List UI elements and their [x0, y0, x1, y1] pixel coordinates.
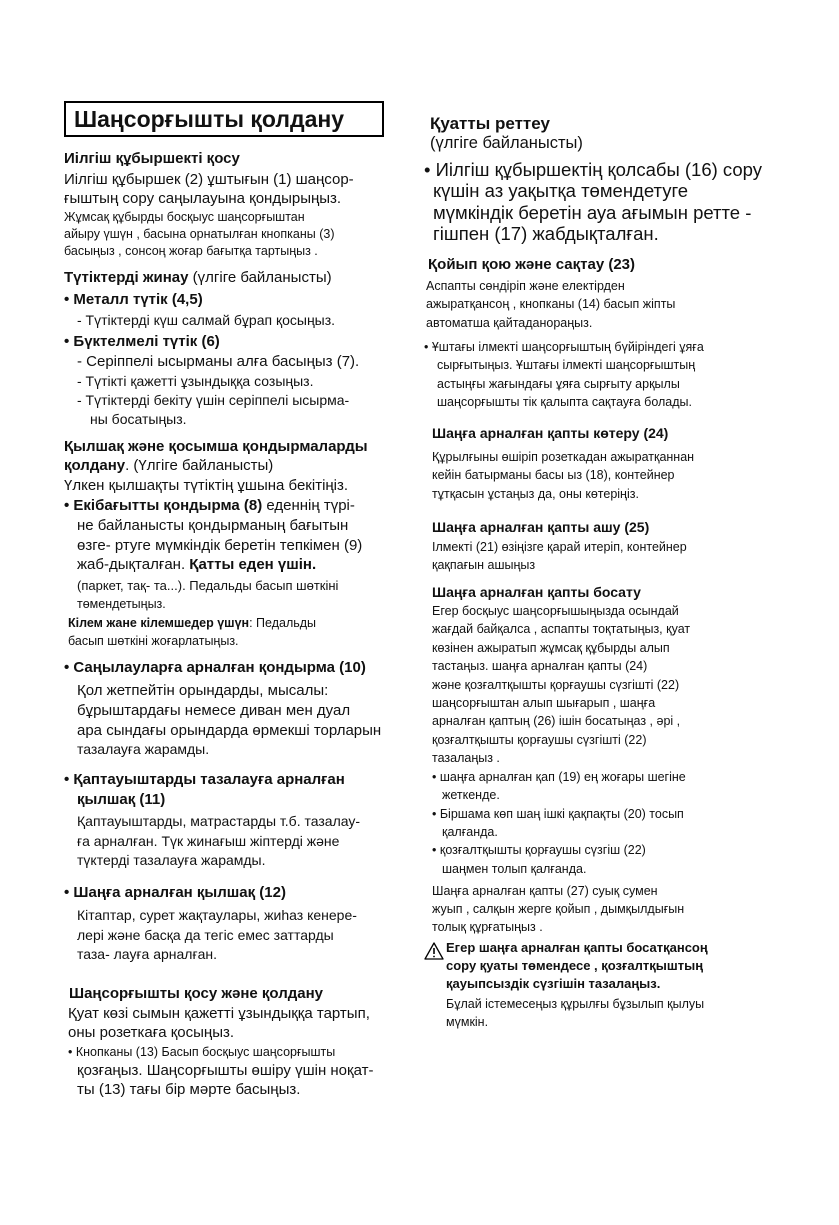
wash-text: толық құрғатыңыз . — [432, 920, 543, 934]
dust-brush-title: • Шаңға арналған қылшақ (12) — [64, 884, 286, 901]
storage-text: Аспапты сөндіріп және електірден — [426, 279, 625, 293]
page-title: Шаңсорғышты қолдану — [64, 101, 384, 137]
crevice-text: бұрыштардағы немесе диван мен дуал — [77, 702, 351, 719]
dust-brush-text: Кітаптар, сурет жақтаулары, жиһаз кенере- — [77, 907, 357, 923]
empty-text: қозғалтқышты қорғаушы сүзгішті (22) — [432, 733, 647, 747]
crevice-title: • Саңылауларға арналған қондырма (10) — [64, 659, 366, 676]
nozzles-heading-note: . (Үлгіге байланысты) — [125, 457, 274, 474]
folding-step: - Серіппелі ысырманы алға басыңыз (7). — [77, 353, 360, 370]
power-text: • Иілгіш құбыршектің қолсабы (16) сору — [424, 159, 763, 180]
crevice-text: тазалауға жарамды. — [77, 741, 210, 757]
dual-nozzle-text: еденнің түрі- — [262, 497, 355, 514]
storage-text: автоматша қайтаданораңыз. — [426, 316, 593, 330]
warning-text: сору қуаты төмендесе , қозғалтқыштың — [446, 958, 704, 973]
empty-text: жағдай байқалса , аспапты тоқтатыңыз, қуат — [432, 622, 691, 636]
nozzles-heading-title: қолдану — [64, 457, 126, 474]
carpet-label: Кілем жане кілемшедер үшүн — [68, 616, 250, 630]
open-title: Шаңға арналған қапты ашу (25) — [432, 519, 650, 535]
dual-nozzle-text — [77, 556, 316, 573]
upholstery-title: • Қаптауыштарды тазалауға арналған — [64, 771, 345, 788]
storage-bullet: шаңсорғышты тік қалыпта сақтауға болады. — [437, 395, 692, 409]
dual-nozzle-text: төмендетыңыз. — [77, 597, 166, 611]
folding-step: - Түтікті қажетті ұзындыққа созыңыз. — [77, 373, 314, 389]
empty-condition: • Біршама көп шаң ішкі қақпақты (20) тосып — [432, 807, 684, 821]
wash-text: Шаңға арналған қапты (27) суық сумен — [432, 884, 658, 898]
power-text: мүмкіндік беретін ауа ағымын ретте - — [433, 202, 752, 223]
storage-title: Қойып қою және сақтау (23) — [428, 256, 636, 273]
dual-nozzle-text: не байланысты қондырманың бағытын — [77, 517, 349, 534]
dual-nozzle-title: • Екібағытты қондырма (8) — [64, 497, 263, 514]
lift-text: Құрылғыны өшіріп розеткадан ажыратқаннан — [432, 450, 695, 464]
connect-text: қозғаңыз. Шаңсорғышты өшіру үшін ноқат- — [77, 1062, 374, 1079]
empty-condition: шаңмен толып қалғанда. — [442, 862, 587, 876]
open-text: қақпағын ашыңыз — [432, 558, 536, 572]
upholstery-text: түктерді тазалауға жарамды. — [77, 852, 266, 868]
upholstery-text: ға арналған. Түк жинағыш жіптерді және — [77, 833, 340, 849]
warning-note: мүмкін. — [446, 1015, 489, 1029]
tubes-heading — [64, 269, 332, 286]
connect-text: оны розеткаға қосыңыз. — [68, 1024, 235, 1041]
folding-tube-item: • Бүктелмелі түтік (6) — [64, 333, 220, 350]
empty-text: және қозғалтқышты қорғаушы сүзгішті (22) — [432, 678, 680, 692]
connect-text: Қуат көзі сымын қажетті ұзындыққа тартып, — [68, 1005, 370, 1022]
hose-heading: Иілгіш құбыршекті қосу — [64, 150, 240, 167]
open-text: Ілмекті (21) өзіңізге қарай итеріп, контейнер — [432, 540, 687, 554]
empty-text: Егер босқыус шаңсорғышыңызда осындай — [432, 604, 679, 618]
wash-text: жуып , салқын жерге қойып , дымқылдығын — [432, 902, 685, 916]
metal-tube-item: • Металл түтік (4,5) — [64, 291, 203, 308]
carpet-text: : Педальды — [249, 616, 317, 630]
power-text: күшін аз уақытқа төмендетуге — [433, 180, 689, 201]
upholstery-title: қылшақ (11) — [77, 791, 166, 808]
power-title: Қуатты реттеу — [430, 114, 550, 133]
upholstery-text: Қаптауыштарды, матрастарды т.б. тазалау- — [77, 813, 361, 829]
warning-text: Егер шаңға арналған қапты босатқансоң — [446, 940, 708, 955]
nozzles-heading — [64, 457, 273, 474]
connect-heading: Шаңсорғышты қосу және қолдану — [69, 985, 323, 1002]
dual-nozzle-text: (паркет, тақ- та...). Педальды басып шөткіні — [77, 578, 339, 593]
connect-text: ты (13) тағы бір мәрте басыңыз. — [77, 1081, 301, 1098]
empty-text: арналған қаптың (26) ішін босатыңаз , әрі , — [432, 714, 681, 728]
lift-text: тұтқасын ұстаңыз да, оны көтеріңіз. — [432, 487, 639, 501]
hose-text: Жұмсақ құбырды босқыус шаңсорғыштан — [64, 210, 305, 224]
empty-text: шаңсорғыштан алып шығарып , шаңға — [432, 696, 656, 710]
dust-brush-text: лері және басқа да тегіс емес заттарды — [77, 927, 334, 943]
tubes-heading-note: (үлгіге байланысты) — [188, 269, 332, 286]
lift-text: кейін батырманы басы ыз (18), контейнер — [432, 468, 675, 482]
storage-bullet: сырғытыңыз. Ұштағы ілмекті шаңсорғыштың — [437, 358, 696, 372]
storage-bullet: • Ұштағы ілмекті шаңсорғыштың бүйіріндегі ұяға — [424, 340, 704, 354]
warning-triangle-icon — [424, 942, 444, 960]
hard-floor-label: Қатты еден үшін. — [185, 556, 317, 573]
empty-text: көзінен ажыратып жұмсақ құбырды алып — [432, 641, 670, 655]
lift-title: Шаңға арналған қапты көтеру (24) — [432, 425, 669, 441]
warning-text: қауыпсыздік сүзгішін тазалаңыз. — [446, 976, 661, 991]
tubes-heading-title: Түтіктерді жинау — [64, 269, 189, 286]
crevice-text: ара сындағы орындарда өрмекші торларын — [77, 722, 382, 739]
hose-text: Иілгіш құбыршек (2) ұштығын (1) шаңсор- — [64, 171, 354, 188]
empty-condition: қалғанда. — [442, 825, 498, 839]
hose-text: айыру үшүн , басына орнатылған кнопканы (3) — [64, 227, 335, 241]
metal-tube-step: - Түтіктерді күш салмай бұрап қосыңыз. — [77, 312, 336, 328]
nozzles-intro: Үлкен қылшақты түтіктің ұшына бекітіңіз. — [64, 477, 349, 494]
empty-condition: • шаңға арналған қап (19) ең жоғары шегіне — [432, 770, 686, 784]
carpet-note: басып шөткіні жоғарлатыңыз. — [68, 634, 239, 648]
hose-text: басыңыз , сонсоң жоғар бағытқа тартыңыз . — [64, 244, 318, 258]
dual-nozzle-text: жаб-дықталған. — [77, 556, 186, 573]
warning-note: Бұлай істемесеңыз құрылғы бұзылып қылуы — [446, 997, 705, 1011]
storage-bullet: астыңғы жағындағы ұяға сырғыту арқылы — [437, 377, 680, 391]
dual-nozzle-item — [64, 497, 355, 514]
power-text: гішпен (17) жабдықталған. — [433, 223, 659, 244]
carpet-note — [68, 616, 316, 630]
power-subtitle: (үлгіге байланысты) — [430, 134, 583, 152]
empty-text: тастаңыз. шаңға арналған қапты (24) — [432, 659, 648, 673]
folding-step: ны босатыңыз. — [90, 411, 187, 427]
nozzles-heading: Қылшақ және қосымша қондырмаларды — [64, 438, 368, 455]
dual-nozzle-text: өзге- ртуге мүмкіндік беретін тепкімен (9) — [77, 537, 363, 554]
hose-text: ғыштың сору саңылауына қондырыңыз. — [64, 190, 342, 207]
dust-brush-text: таза- лауға арналған. — [77, 946, 217, 962]
storage-text: ажыратқансоң , кнопканы (14) басып жіпты — [426, 297, 676, 311]
crevice-text: Қол жетпейтін орындарды, мысалы: — [77, 682, 329, 699]
empty-condition: • қозғалтқышты қорғаушы сүзгіш (22) — [432, 843, 646, 857]
empty-condition: жеткенде. — [442, 788, 500, 802]
empty-title: Шаңға арналған қапты босату — [432, 584, 641, 600]
connect-text: • Кнопканы (13) Басып босқыус шаңсорғышты — [68, 1045, 336, 1059]
empty-text: тазалаңыз . — [432, 751, 500, 765]
folding-step: - Түтіктерді бекіту үшін серіппелі ысырма- — [77, 392, 350, 408]
